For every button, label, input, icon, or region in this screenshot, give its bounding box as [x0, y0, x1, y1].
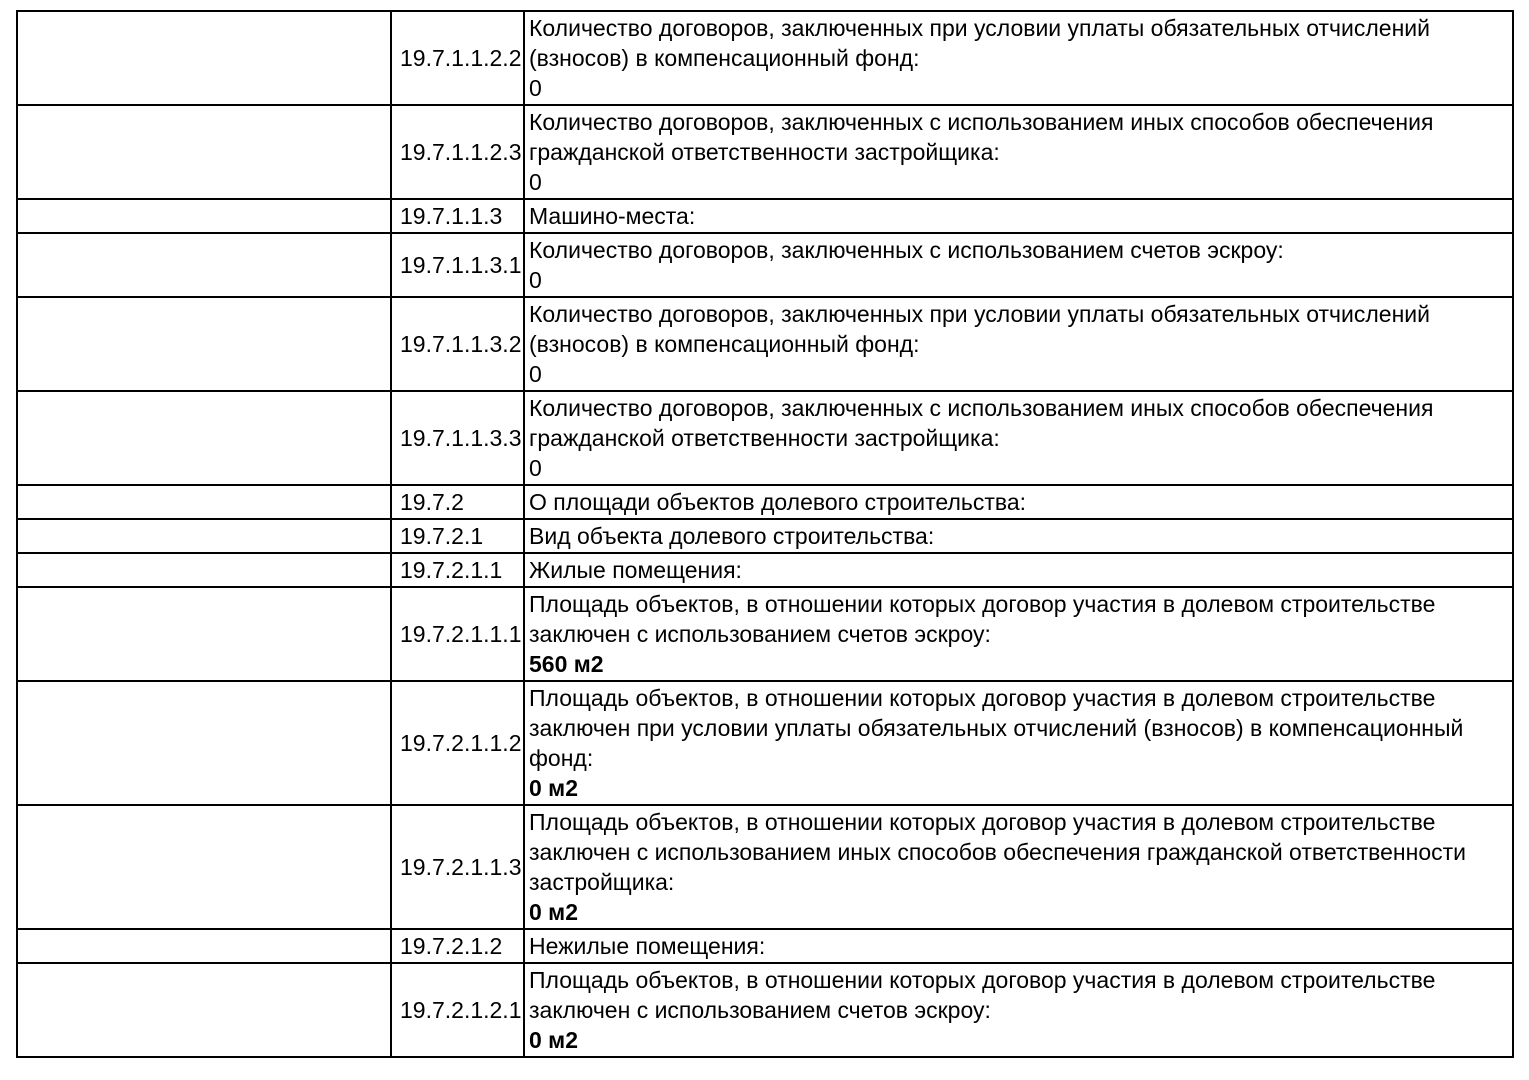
row-code: 19.7.1.1.3.1	[391, 233, 524, 297]
row-content	[524, 391, 1513, 485]
row-content	[524, 519, 1513, 553]
document-page	[16, 10, 1529, 1058]
row-content	[524, 199, 1513, 233]
row-code: 19.7.2.1.1	[391, 553, 524, 587]
table-row	[17, 233, 1513, 297]
row-code: 19.7.1.1.3.2	[391, 297, 524, 391]
empty-cell	[17, 553, 391, 587]
row-code: 19.7.2	[391, 485, 524, 519]
row-content	[524, 297, 1513, 391]
empty-cell	[17, 11, 391, 105]
row-code: 19.7.1.1.2.2	[391, 11, 524, 105]
row-value: 0 м2	[529, 775, 578, 801]
row-code: 19.7.1.1.3	[391, 199, 524, 233]
row-label: Вид объекта долевого строительства:	[529, 523, 935, 549]
table-row	[17, 963, 1513, 1057]
row-label: Жилые помещения:	[529, 557, 742, 583]
row-label: Площадь объектов, в отношении которых договор участия в долевом строительстве заключен с использованием иных способов обеспечения гражданской ответственности застройщика:	[529, 809, 1467, 895]
row-code: 19.7.2.1	[391, 519, 524, 553]
table-row	[17, 805, 1513, 929]
row-content	[524, 587, 1513, 681]
row-code: 19.7.2.1.1.2	[391, 681, 524, 805]
table-row	[17, 297, 1513, 391]
row-value: 0 м2	[529, 1027, 578, 1053]
row-code: 19.7.1.1.3.3	[391, 391, 524, 485]
empty-cell	[17, 105, 391, 199]
row-label: О площади объектов долевого строительства:	[529, 489, 1027, 515]
row-label: Площадь объектов, в отношении которых договор участия в долевом строительстве заключен с использованием счетов эскроу:	[529, 967, 1436, 1023]
row-code: 19.7.2.1.2	[391, 929, 524, 963]
empty-cell	[17, 929, 391, 963]
row-label: Количество договоров, заключенных при условии уплаты обязательных отчислений (взносов) в компенсационный фонд:	[529, 15, 1430, 71]
empty-cell	[17, 963, 391, 1057]
table-row	[17, 391, 1513, 485]
row-code: 19.7.2.1.1.1	[391, 587, 524, 681]
row-code: 19.7.2.1.2.1	[391, 963, 524, 1057]
empty-cell	[17, 805, 391, 929]
empty-cell	[17, 519, 391, 553]
row-code: 19.7.1.1.2.3	[391, 105, 524, 199]
row-content	[524, 105, 1513, 199]
row-content	[524, 485, 1513, 519]
row-label: Машино-места:	[529, 203, 696, 229]
empty-cell	[17, 199, 391, 233]
table-row	[17, 105, 1513, 199]
table-row	[17, 587, 1513, 681]
table-row	[17, 11, 1513, 105]
row-value: 560 м2	[529, 651, 604, 677]
row-value: 0	[529, 75, 542, 101]
row-content	[524, 553, 1513, 587]
empty-cell	[17, 587, 391, 681]
declaration-table	[16, 10, 1514, 1058]
empty-cell	[17, 233, 391, 297]
row-content	[524, 805, 1513, 929]
row-content	[524, 233, 1513, 297]
declaration-table-body	[17, 11, 1513, 1057]
empty-cell	[17, 681, 391, 805]
row-content	[524, 963, 1513, 1057]
row-content	[524, 681, 1513, 805]
row-value: 0	[529, 361, 542, 387]
row-label: Количество договоров, заключенных при условии уплаты обязательных отчислений (взносов) в компенсационный фонд:	[529, 301, 1430, 357]
row-label: Площадь объектов, в отношении которых договор участия в долевом строительстве заключен при условии уплаты обязательных отчислений (взносов) в компенсационный фонд:	[529, 685, 1464, 771]
row-code: 19.7.2.1.1.3	[391, 805, 524, 929]
row-value: 0	[529, 169, 542, 195]
table-row	[17, 199, 1513, 233]
table-row	[17, 681, 1513, 805]
row-label: Нежилые помещения:	[529, 933, 766, 959]
empty-cell	[17, 485, 391, 519]
table-row	[17, 485, 1513, 519]
row-label: Количество договоров, заключенных с использованием иных способов обеспечения гражданской ответственности застройщика:	[529, 395, 1434, 451]
row-label: Площадь объектов, в отношении которых договор участия в долевом строительстве заключен с использованием счетов эскроу:	[529, 591, 1436, 647]
table-row	[17, 553, 1513, 587]
row-value: 0	[529, 267, 542, 293]
row-value: 0 м2	[529, 899, 578, 925]
empty-cell	[17, 297, 391, 391]
row-value: 0	[529, 455, 542, 481]
row-content	[524, 11, 1513, 105]
table-row	[17, 929, 1513, 963]
row-label: Количество договоров, заключенных с использованием иных способов обеспечения гражданской ответственности застройщика:	[529, 109, 1434, 165]
table-row	[17, 519, 1513, 553]
row-label: Количество договоров, заключенных с использованием счетов эскроу:	[529, 237, 1284, 263]
empty-cell	[17, 391, 391, 485]
row-content	[524, 929, 1513, 963]
